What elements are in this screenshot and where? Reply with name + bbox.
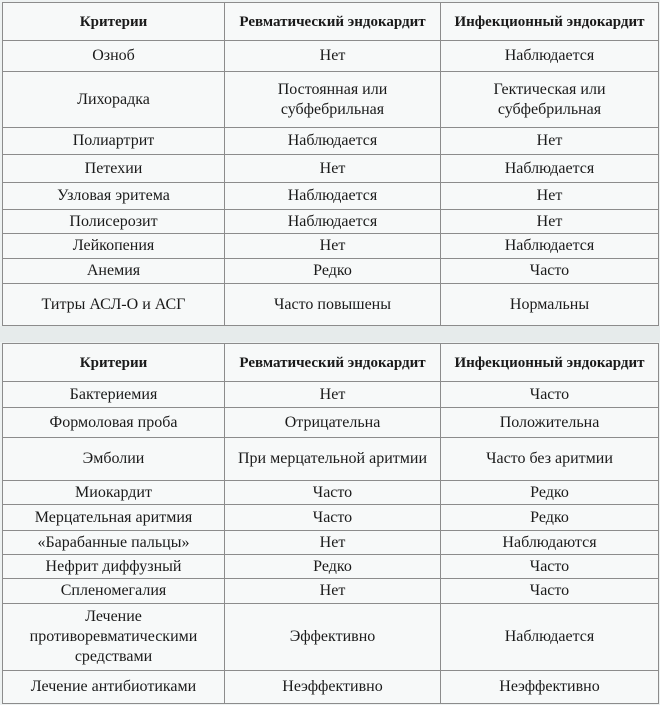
comparison-table-1 [2,2,659,326]
cell-rheumatic: Часто [225,481,441,505]
cell-infectious: Наблюдается [441,234,659,259]
cell-rheumatic: Часто [225,505,441,531]
cell-infectious: Наблюдается [441,604,659,671]
header-rheumatic: Ревматический эндокардит [225,3,441,41]
cell-infectious: Часто без аритмии [441,438,659,481]
cell-criterion: Лечение противоревматическими средствами [3,604,225,671]
comparison-table-1-panel [2,2,658,325]
header-infectious: Инфекционный эндокардит [441,344,659,382]
cell-rheumatic: Нет [225,531,441,555]
table-row [3,531,659,555]
header-infectious: Инфекционный эндокардит [441,3,659,41]
table-row [3,438,659,481]
cell-rheumatic: При мерцательной аритмии [225,438,441,481]
table-row [3,183,659,210]
cell-rheumatic: Наблюдается [225,183,441,210]
cell-infectious: Часто [441,579,659,604]
cell-rheumatic: Наблюдается [225,210,441,234]
cell-infectious: Положительна [441,408,659,438]
cell-infectious: Часто [441,555,659,579]
table-row [3,408,659,438]
cell-infectious: Наблюдается [441,41,659,72]
cell-rheumatic: Часто повышены [225,284,441,326]
table-row [3,259,659,284]
cell-criterion: Узловая эритема [3,183,225,210]
table-row [3,41,659,72]
cell-rheumatic: Редко [225,555,441,579]
cell-infectious: Часто [441,259,659,284]
cell-infectious: Редко [441,505,659,531]
cell-infectious: Часто [441,382,659,408]
cell-infectious: Неэффективно [441,671,659,704]
cell-criterion: Бактериемия [3,382,225,408]
cell-criterion: Мерцательная аритмия [3,505,225,531]
cell-criterion: Полисерозит [3,210,225,234]
cell-criterion: Титры АСЛ-О и АСГ [3,284,225,326]
cell-criterion: Лечение антибиотиками [3,671,225,704]
table-row [3,382,659,408]
cell-infectious: Редко [441,481,659,505]
table-row [3,604,659,671]
table-row [3,505,659,531]
cell-infectious: Нет [441,210,659,234]
table-row [3,155,659,183]
header-criteria: Критерии [3,3,225,41]
cell-infectious: Нормальны [441,284,659,326]
cell-criterion: Эмболии [3,438,225,481]
table-row [3,72,659,128]
table-row [3,128,659,155]
comparison-table-2 [2,343,659,704]
cell-rheumatic: Отрицательна [225,408,441,438]
section-divider [0,326,660,342]
cell-infectious: Нет [441,183,659,210]
cell-criterion: Формоловая проба [3,408,225,438]
cell-criterion: Лейкопения [3,234,225,259]
cell-infectious: Наблюдаются [441,531,659,555]
cell-infectious: Наблюдается [441,155,659,183]
cell-infectious: Гектическая или субфебрильная [441,72,659,128]
table-row [3,210,659,234]
cell-infectious: Нет [441,128,659,155]
table-row [3,481,659,505]
table-header-row [3,344,659,382]
cell-criterion: Петехии [3,155,225,183]
cell-criterion: Лихорадка [3,72,225,128]
cell-rheumatic: Редко [225,259,441,284]
table-row [3,234,659,259]
cell-rheumatic: Наблюдается [225,128,441,155]
cell-rheumatic: Нет [225,155,441,183]
cell-rheumatic: Нет [225,382,441,408]
cell-rheumatic: Нет [225,579,441,604]
cell-criterion: Озноб [3,41,225,72]
table-header-row [3,3,659,41]
cell-criterion: Миокардит [3,481,225,505]
header-rheumatic: Ревматический эндокардит [225,344,441,382]
cell-rheumatic: Нет [225,41,441,72]
cell-criterion: «Барабанные пальцы» [3,531,225,555]
cell-rheumatic: Нет [225,234,441,259]
cell-rheumatic: Эффективно [225,604,441,671]
table-row [3,555,659,579]
cell-criterion: Нефрит диффузный [3,555,225,579]
cell-criterion: Спленомегалия [3,579,225,604]
table-row [3,579,659,604]
cell-rheumatic: Постоянная или субфебрильная [225,72,441,128]
cell-criterion: Полиартрит [3,128,225,155]
cell-criterion: Анемия [3,259,225,284]
table-row [3,671,659,704]
header-criteria: Критерии [3,344,225,382]
table-row [3,284,659,326]
comparison-table-2-panel [2,343,658,703]
cell-rheumatic: Неэффективно [225,671,441,704]
